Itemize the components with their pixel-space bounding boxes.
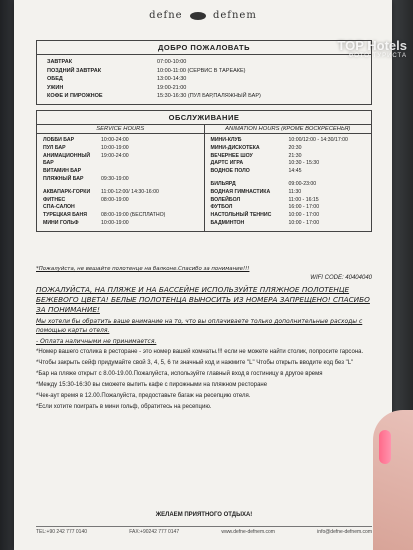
activity-name: АНИМАЦИОННЫЙ БАР xyxy=(43,152,91,167)
animation-row xyxy=(211,137,366,145)
meal-row xyxy=(47,84,361,93)
activity-time: 11:30 xyxy=(288,188,302,195)
wifi-line xyxy=(36,265,372,274)
footer-contacts xyxy=(36,526,372,535)
service-row xyxy=(43,212,198,220)
activity-name: АКВАПАРК-ГОРКИ xyxy=(43,188,91,195)
meal-row xyxy=(47,92,361,101)
animation-row xyxy=(211,145,366,153)
activity-time: 10:00-19:00 xyxy=(101,219,129,226)
meal-row xyxy=(47,67,361,76)
activity-name: БИЛЬЯРД xyxy=(210,180,236,187)
footer-website: www.defne-defnem.com xyxy=(221,529,275,535)
animation-hours-heading: ANIMATION HOURS (КРОМЕ ВОСКРЕСЕНЬЯ) xyxy=(225,126,351,132)
activity-name: ПУЛ БАР xyxy=(43,144,66,151)
cash-note: - Оплата наличными не принимается. xyxy=(36,338,157,345)
services-subhead xyxy=(37,125,371,134)
activity-time: 20:30 xyxy=(288,144,302,151)
activity-time: 16:00 - 17:00 xyxy=(288,204,320,211)
service-hours-list xyxy=(37,134,205,231)
activity-name: МИНИ-ДИСКОТЕКА xyxy=(210,144,260,151)
meal-label: КОФЕ И ПИРОЖНОЕ xyxy=(47,93,103,100)
activity-name: ВОДНОЕ ПОЛО xyxy=(210,168,250,175)
meal-time: 13:00-14:30 xyxy=(157,76,187,83)
activity-name: ТУРЕЦКАЯ БАНЯ xyxy=(43,212,87,219)
service-hours-heading: SERVICE HOURS xyxy=(37,125,205,133)
fingernail xyxy=(379,430,391,464)
activity-name: МИНИ-КЛУБ xyxy=(210,137,242,143)
activity-name: ДАРТС ИГРА xyxy=(210,160,244,167)
hand-photo-overlay xyxy=(373,410,413,550)
animation-row xyxy=(211,204,366,212)
activity-name: ФИТНЕС xyxy=(43,196,66,203)
meal-row xyxy=(47,75,361,84)
watermark xyxy=(337,38,407,59)
service-row xyxy=(43,176,198,184)
meal-time: 07:00-10:00 xyxy=(157,59,187,65)
farewell-text: ЖЕЛАЕМ ПРИЯТНОГО ОТДЫХА! xyxy=(155,512,253,518)
animation-row xyxy=(211,189,366,197)
activity-name: МИНИ ГОЛЬФ xyxy=(43,219,79,226)
service-row xyxy=(43,168,198,176)
wifi-code: WIFI CODE: 40404040 xyxy=(310,275,372,281)
activity-name: НАСТОЛЬНЫЙ ТЕННИС xyxy=(210,212,272,219)
activity-time: 21:30 xyxy=(288,152,302,159)
activity-time: 10:00/12:00 - 14:30/17:00 xyxy=(288,137,348,143)
service-row xyxy=(43,189,198,197)
logo-icon xyxy=(190,12,206,20)
hotel-card-note: Мы хотели бы обратить ваше внимание на то, что вы оплачиваете только дополнительные расходы с помощью карты отеля. xyxy=(36,318,363,334)
meal-label: ПОЗДНИЙ ЗАВТРАК xyxy=(47,67,102,74)
activity-name: БАДМИНТОН xyxy=(210,219,245,226)
checkout-note: *Чек-аут время в 12.00.Пожалуйста, предоставьте багаж на ресепцию отеля. xyxy=(36,393,251,399)
service-row xyxy=(43,145,198,153)
animation-row xyxy=(211,160,366,168)
animation-row xyxy=(211,168,366,176)
services-box xyxy=(36,110,372,232)
activity-time: 10:00 - 17:00 xyxy=(288,219,320,226)
activity-name: ВОЛЕЙБОЛ xyxy=(210,196,241,203)
animation-row xyxy=(211,153,366,161)
activity-time: 11:00-12:00/ 14:30-16:00 xyxy=(101,188,159,195)
activity-name: ПЛЯЖНЫЙ БАР xyxy=(43,175,84,182)
activity-time: 14:45 xyxy=(288,168,302,175)
meal-label: ОБЕД xyxy=(47,76,63,83)
meal-time: 15:30-16:30 (ПУЛ БАР,ПАЛЯЖНЫЙ БАР) xyxy=(157,93,261,100)
footer-fax: FAX:+90242 777 0147 xyxy=(129,529,180,535)
services-title: ОБСЛУЖИВАНИЕ xyxy=(37,111,371,125)
activity-name: ВОДНАЯ ГИМНАСТИКА xyxy=(210,188,271,195)
service-row xyxy=(43,137,198,145)
service-row xyxy=(43,220,198,228)
activity-time: 09:30-19:00 xyxy=(101,175,129,182)
service-row xyxy=(43,197,198,205)
service-row xyxy=(43,153,198,169)
footer-email: info@defne-defnem.com xyxy=(317,529,372,535)
animation-row xyxy=(211,220,366,228)
safe-note: *Чтобы закрыть сейф придумайте свой 3, 4, 5, 6 ти значный код и нажмите "L" Чтобы открыть вводите код без "L" xyxy=(36,360,354,366)
beach-bar-note: *Бар на пляже открыт с 8.00-19.00.Пожалуйста, используйте главный вход в гостиницу в другое время xyxy=(36,371,323,377)
notes-section xyxy=(36,265,372,414)
activity-time: 10:00-24:00 xyxy=(101,137,129,143)
service-row xyxy=(43,204,198,212)
meal-times xyxy=(37,55,371,104)
animation-hours-list xyxy=(205,134,372,231)
table-note: *Номер вашего столика в ресторане - это номер вашей комнаты.!!! если не можете найти столик, попросите гарсона. xyxy=(36,349,364,355)
meal-label: ЗАВТРАК xyxy=(47,59,73,65)
meal-label: УЖИН xyxy=(47,84,64,91)
brand-left: defne xyxy=(149,10,183,21)
activity-time: 19:00-24:00 xyxy=(101,152,129,159)
activity-name: ВИТАМИН БАР xyxy=(43,168,82,175)
meal-time: 10:00-11:00 (СЕРВИС В ТАРЕАКЕ) xyxy=(157,67,246,74)
activity-time: 08:00-19:00 xyxy=(101,196,129,203)
golf-note: *Если хотите поиграть в мини гольф, обратитесь на ресепцию. xyxy=(36,404,212,410)
beach-towel-note: ПОЖАЛУЙСТА, НА ПЛЯЖЕ И НА БАССЕЙНЕ ИСПОЛЬЗУЙТЕ ПЛЯЖНОЕ ПОЛОТЕНЦЕ БЕЖЕВОГО ЦВЕТА! БЕЛЫЕ ПОЛОТЕНЦА ВЫНОСИТЬ ИЗ НОМЕРА ЗАПРЕЩЕНО! СПАСИБО ЗА ПОНИМАНИЕ! xyxy=(36,285,370,314)
animation-row xyxy=(211,181,366,189)
activity-time: 11:00 - 16:15 xyxy=(288,196,319,203)
activity-name: ЛОББИ БАР xyxy=(43,137,75,143)
brand-right: defnem xyxy=(212,10,257,21)
activity-name: СПА-САЛОН xyxy=(43,204,75,211)
animation-row xyxy=(211,197,366,205)
activity-time: 08:00-19:00 (БЕСПЛАТНО) xyxy=(101,212,166,219)
brand-header xyxy=(14,10,392,21)
activity-name: ФУТБОЛ xyxy=(210,204,233,211)
balcony-towel-note: *Пожалуйста, не вешайте полотенце на балконе.Спасибо за понимание!!! xyxy=(36,266,250,272)
meal-row xyxy=(47,58,361,67)
activity-time: 10:00 - 17:00 xyxy=(288,212,320,219)
coffee-note: *Между 15:30-16:30 вы сможете выпить кафе с пирожными на пляжном ресторане xyxy=(36,382,268,388)
watermark-sub: ФОТО ТУРИСТА xyxy=(348,53,407,59)
activity-time: 09:00-23:00 xyxy=(288,180,317,187)
info-sheet xyxy=(14,0,392,550)
activity-name: ВЕЧЕРНЕЕ ШОУ xyxy=(210,152,253,159)
footer-tel: TEL:+90 242 777 0140 xyxy=(36,529,88,535)
welcome-title: ДОБРО ПОЖАЛОВАТЬ xyxy=(37,41,371,55)
activity-time: 10:30 - 15:30 xyxy=(288,160,320,167)
welcome-box xyxy=(36,40,372,105)
animation-row xyxy=(211,212,366,220)
watermark-main: TOP Hotels xyxy=(337,38,407,53)
meal-time: 19:00-21:00 xyxy=(157,84,187,91)
activity-time: 10:00-19:00 xyxy=(101,144,129,151)
